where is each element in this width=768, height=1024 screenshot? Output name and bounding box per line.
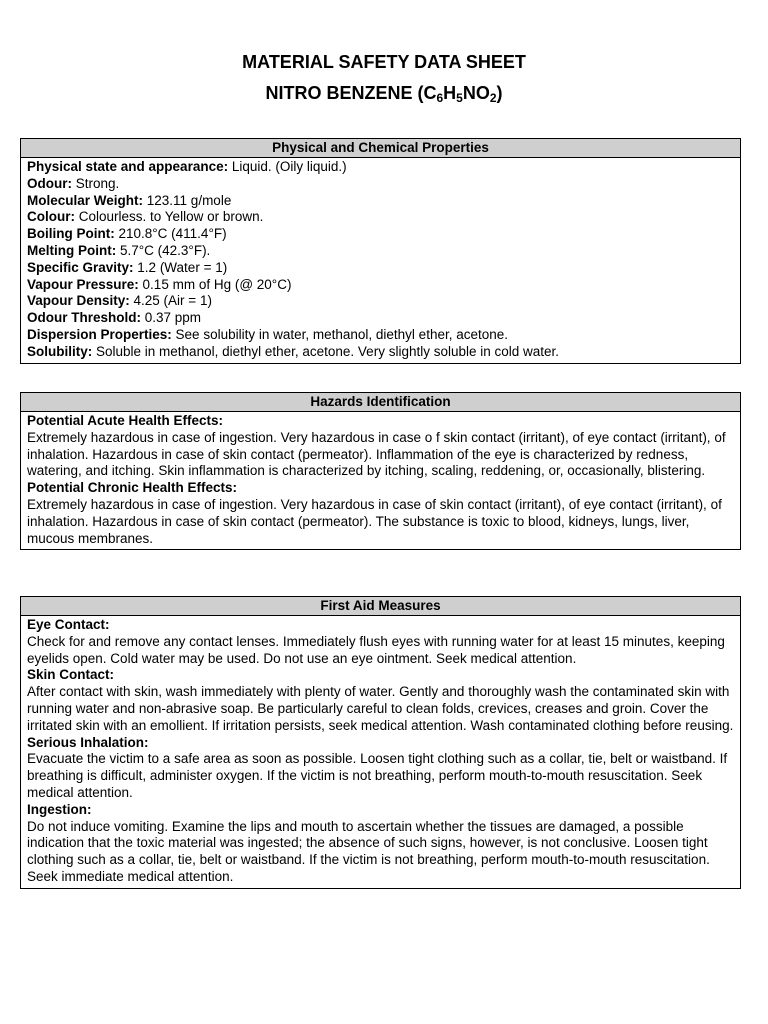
property-label: Boiling Point: (27, 226, 115, 242)
property-row (27, 209, 734, 226)
property-value: 210.8°C (411.4°F) (114, 226, 227, 242)
paragraph: Evacuate the victim to a safe area as soon as possible. Loosen tight clothing such as a collar, tie, belt or waistband. If breathing is difficult, administer oxygen. If the victim is not breathing, perform mouth-to-mouth resuscitation. Seek medical attention. (27, 751, 728, 800)
property-value: 5.7°C (42.3°F). (116, 242, 211, 258)
property-value: Strong. (72, 175, 120, 191)
property-label: Vapour Density: (27, 293, 130, 309)
physical-chemical-properties-section (20, 138, 741, 364)
property-label: Vapour Pressure: (27, 276, 139, 292)
hazards-identification-section (20, 392, 741, 550)
property-row (27, 193, 734, 210)
property-label: Dispersion Properties: (27, 326, 172, 342)
property-row (27, 327, 734, 344)
property-label: Molecular Weight: (27, 192, 144, 208)
section-header: First Aid Measures (21, 597, 740, 616)
property-row (27, 293, 734, 310)
paragraph: After contact with skin, wash immediately with plenty of water. Gently and thoroughly wash the contaminated skin with running water and non-abrasive soap. Be particularly careful to clean folds, crevices, creases and groin. Cover the irritated skin with an emollient. If irritation persists, seek medical attention. Wash contaminated clothing before reusing. (27, 684, 734, 733)
property-row (27, 277, 734, 294)
property-row (27, 344, 734, 361)
property-label: Odour: (27, 175, 72, 191)
property-label: Specific Gravity: (27, 259, 134, 275)
property-value: 0.15 mm of Hg (@ 20°C) (138, 276, 292, 292)
subheading: Ingestion: (27, 801, 92, 817)
chemical-formula: $C_6H_5NO_2$ (423, 83, 497, 105)
property-row (27, 243, 734, 260)
section-header: Hazards Identification (21, 393, 740, 412)
property-label: Odour Threshold: (27, 310, 141, 326)
paragraph: Check for and remove any contact lenses. Immediately flush eyes with running water for at least 15 minutes, keeping eyelids open. Cold water may be used. Do not use an eye ointment. Seek medical attention. (27, 633, 725, 666)
section-body (21, 412, 740, 549)
property-label: Colour: (27, 209, 75, 225)
section-body (21, 616, 740, 888)
section-body (21, 158, 740, 363)
subheading: Eye Contact: (27, 617, 110, 632)
property-value: 123.11 g/mole (143, 192, 232, 208)
property-label: Solubility: (27, 343, 93, 359)
property-label: Melting Point: (27, 242, 117, 258)
property-row (27, 176, 734, 193)
chemical-name-title: NITRO BENZENE $(C_6H_5NO_2)$ (265, 83, 503, 105)
property-value: 4.25 (Air = 1) (129, 293, 212, 309)
property-value: 1.2 (Water = 1) (133, 259, 228, 275)
first-aid-measures-section (20, 596, 741, 889)
section-header: Physical and Chemical Properties (21, 139, 740, 158)
document-title: MATERIAL SAFETY DATA SHEET (242, 52, 526, 72)
paragraph: Extremely hazardous in case of ingestion. Very hazardous in case of skin contact (irritant), of eye contact (irritant), of inhalation. Hazardous in case of skin contact (permeator). The substance is toxic to blood, kidneys, lungs, liver, mucous membranes. (27, 496, 722, 546)
property-value: Soluble in methanol, diethyl ether, acetone. Very slightly soluble in cold water. (92, 343, 560, 359)
property-row (27, 260, 734, 277)
property-value: See solubility in water, methanol, diethyl ether, acetone. (171, 326, 508, 342)
paragraph: Extremely hazardous in case of ingestion. Very hazardous in case o f skin contact (irritant), of eye contact (irritant), of inhalation. Hazardous in case of skin contact (permeator). Inflammation of the eye is characterized by redness, watering, and itching. Skin inflammation is characterized by itching, scaling, reddening, or, occasionally, blistering. (27, 429, 726, 479)
property-label: Physical state and appearance: (27, 159, 229, 174)
property-row (27, 226, 734, 243)
subheading: Potential Acute Health Effects: (27, 413, 224, 428)
property-value: Liquid. (Oily liquid.) (228, 159, 347, 174)
subheading: Serious Inhalation: (27, 734, 149, 750)
property-row (27, 159, 734, 176)
chemical-name: NITRO BENZENE ( (265, 83, 424, 103)
property-row (27, 310, 734, 327)
property-value: Colourless. to Yellow or brown. (75, 209, 264, 225)
property-value: 0.37 ppm (141, 310, 202, 326)
subheading: Skin Contact: (27, 667, 115, 683)
paragraph: Do not induce vomiting. Examine the lips and mouth to ascertain whether the tissues are damaged, a possible indication that the toxic material was ingested; the absence of such signs, however, is not conclusive. Loosen tight clothing such as a collar, tie, belt or waistband. If the victim is not breathing, perform mouth-to-mouth resuscitation. Seek immediate medical attention. (27, 818, 710, 884)
subheading: Potential Chronic Health Effects: (27, 480, 238, 496)
